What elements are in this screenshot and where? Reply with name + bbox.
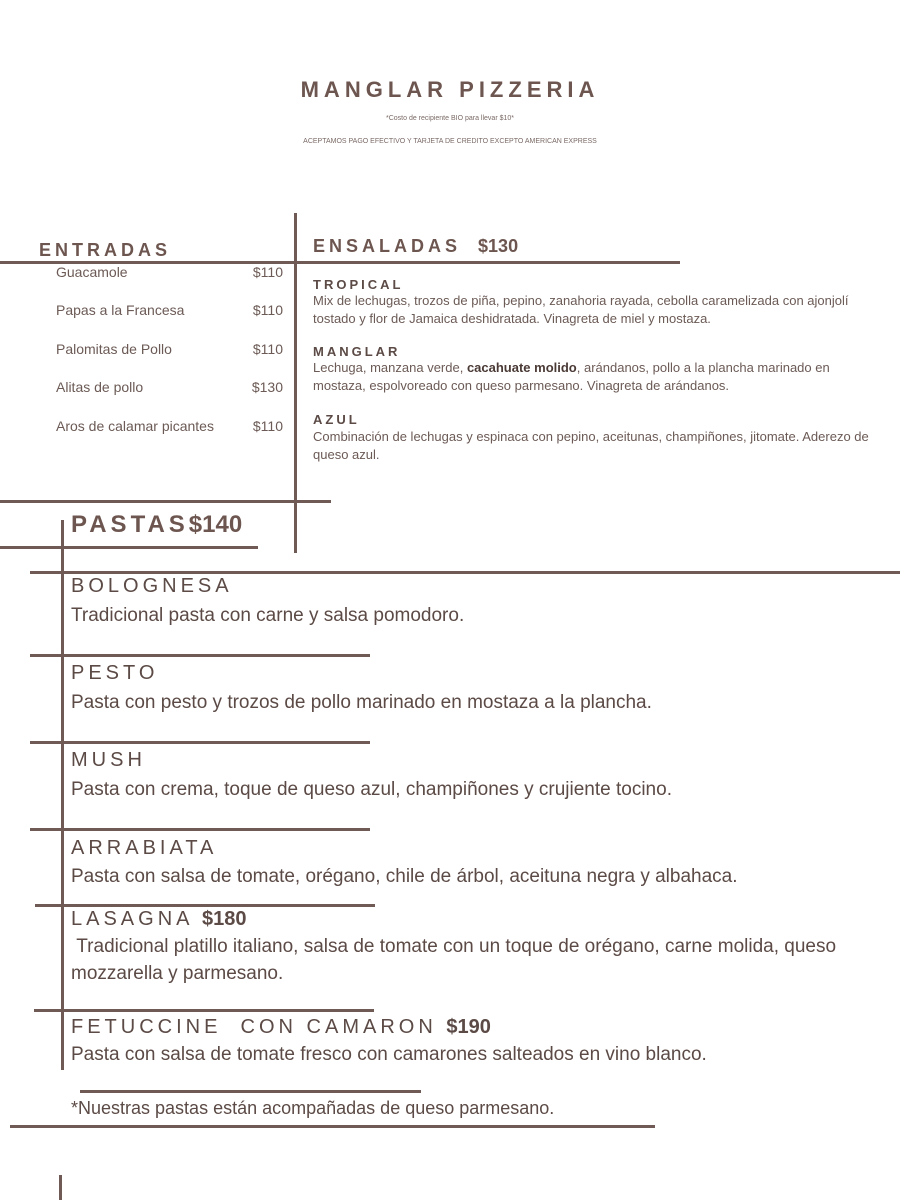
entrada-item	[56, 379, 286, 395]
pasta-name: MUSH	[71, 749, 146, 771]
pasta-name: LASAGNA	[71, 908, 193, 930]
entrada-name: Guacamole	[56, 264, 128, 280]
entrada-price: $110	[252, 264, 283, 280]
entrada-item	[56, 302, 286, 318]
pasta-price: $180	[201, 908, 247, 930]
salad-desc: Combinación de lechugas y espinaca con pepino, aceitunas, champiñones, jitomate. Aderezo de queso azul.	[313, 429, 869, 462]
divider-pasta-4	[30, 828, 370, 831]
entrada-name: Aros de calamar picantes	[56, 418, 214, 434]
pasta-name: FETUCCINE CON CAMARON	[71, 1016, 437, 1038]
salad-name: TROPICAL	[313, 277, 404, 292]
ensaladas-price: $130	[478, 236, 519, 256]
pastas-heading	[71, 511, 242, 539]
entradas-title: ENTRADAS	[39, 240, 172, 260]
divider-pasta-2	[30, 654, 370, 657]
pasta-price: $190	[446, 1016, 491, 1038]
pasta-name: PESTO	[71, 662, 159, 684]
ensaladas-heading	[313, 236, 518, 257]
pasta-desc: Tradicional platillo italiano, salsa de tomate con un toque de orégano, carne molida, queso mozzarella y parmesano.	[71, 936, 842, 984]
entrada-item	[56, 418, 286, 434]
pastas-price: $140	[188, 511, 243, 538]
ensaladas-title: ENSALADAS	[313, 236, 462, 256]
entrada-price: $110	[252, 302, 283, 318]
divider-pasta-1	[30, 571, 900, 574]
salad-desc-highlight: cacahuate molido	[466, 360, 577, 375]
pasta-desc: Pasta con salsa de tomate fresco con camarones salteados en vino blanco.	[71, 1044, 707, 1065]
entrada-price: $110	[252, 418, 283, 434]
entrada-price: $130	[251, 379, 283, 395]
salad-desc: Mix de lechugas, trozos de piña, pepino, zanahoria rayada, cebolla caramelizada con ajonjolí tostado y flor de Jamaica deshidratada. Vinagreta de miel y mostaza.	[313, 293, 849, 326]
pasta-heading	[71, 908, 246, 931]
divider-ensaladas	[294, 261, 680, 264]
entrada-item	[56, 341, 286, 357]
entrada-item	[56, 264, 286, 280]
pasta-desc: Pasta con salsa de tomate, orégano, chile de árbol, aceituna negra y albahaca.	[71, 866, 738, 887]
entrada-price: $110	[252, 341, 283, 357]
payment-note: ACEPTAMOS PAGO EFECTIVO Y TARJETA DE CREDITO EXCEPTO AMERICAN EXPRESS	[303, 138, 597, 145]
pasta-heading	[71, 1016, 491, 1039]
divider-entradas-bottom	[0, 500, 331, 503]
pasta-name: ARRABIATA	[71, 837, 218, 859]
salad-desc-text: , arándanos, pollo a la plancha marinado en mostaza, espolvoreado con queso parmesano. Vinagreta de arándanos.	[313, 360, 830, 393]
salad-desc-text: Lechuga, manzana verde,	[313, 360, 467, 375]
divider-pasta-3	[30, 741, 370, 744]
divider-vertical-pastas	[61, 520, 64, 1070]
divider-footnote-bottom	[10, 1125, 655, 1128]
divider-pasta-6	[34, 1009, 374, 1012]
entrada-name: Papas a la Francesa	[56, 302, 185, 318]
salad-desc	[313, 359, 873, 395]
pasta-name: BOLOGNESA	[71, 575, 233, 597]
divider-vertical-bottom	[59, 1175, 62, 1200]
pastas-title: PASTAS	[71, 511, 189, 538]
divider-pasta-5	[35, 904, 375, 907]
pasta-desc: Pasta con crema, toque de queso azul, champiñones y crujiente tocino.	[71, 779, 672, 800]
salad-name: MANGLAR	[313, 344, 401, 359]
pasta-desc: Tradicional pasta con carne y salsa pomodoro.	[71, 605, 465, 626]
divider-footnote-top	[80, 1090, 421, 1093]
entrada-name: Palomitas de Pollo	[56, 341, 172, 357]
pasta-desc: Pasta con pesto y trozos de pollo marinado en mostaza a la plancha.	[71, 692, 652, 713]
container-fee-note: *Costo de recipiente BIO para llevar $10*	[385, 115, 515, 122]
pastas-footnote: *Nuestras pastas están acompañadas de queso parmesano.	[71, 1098, 555, 1118]
page-title: MANGLAR PIZZERIA	[300, 77, 600, 102]
salad-name: AZUL	[313, 412, 360, 427]
entrada-name: Alitas de pollo	[56, 379, 144, 395]
divider-pastas-title	[0, 546, 258, 549]
